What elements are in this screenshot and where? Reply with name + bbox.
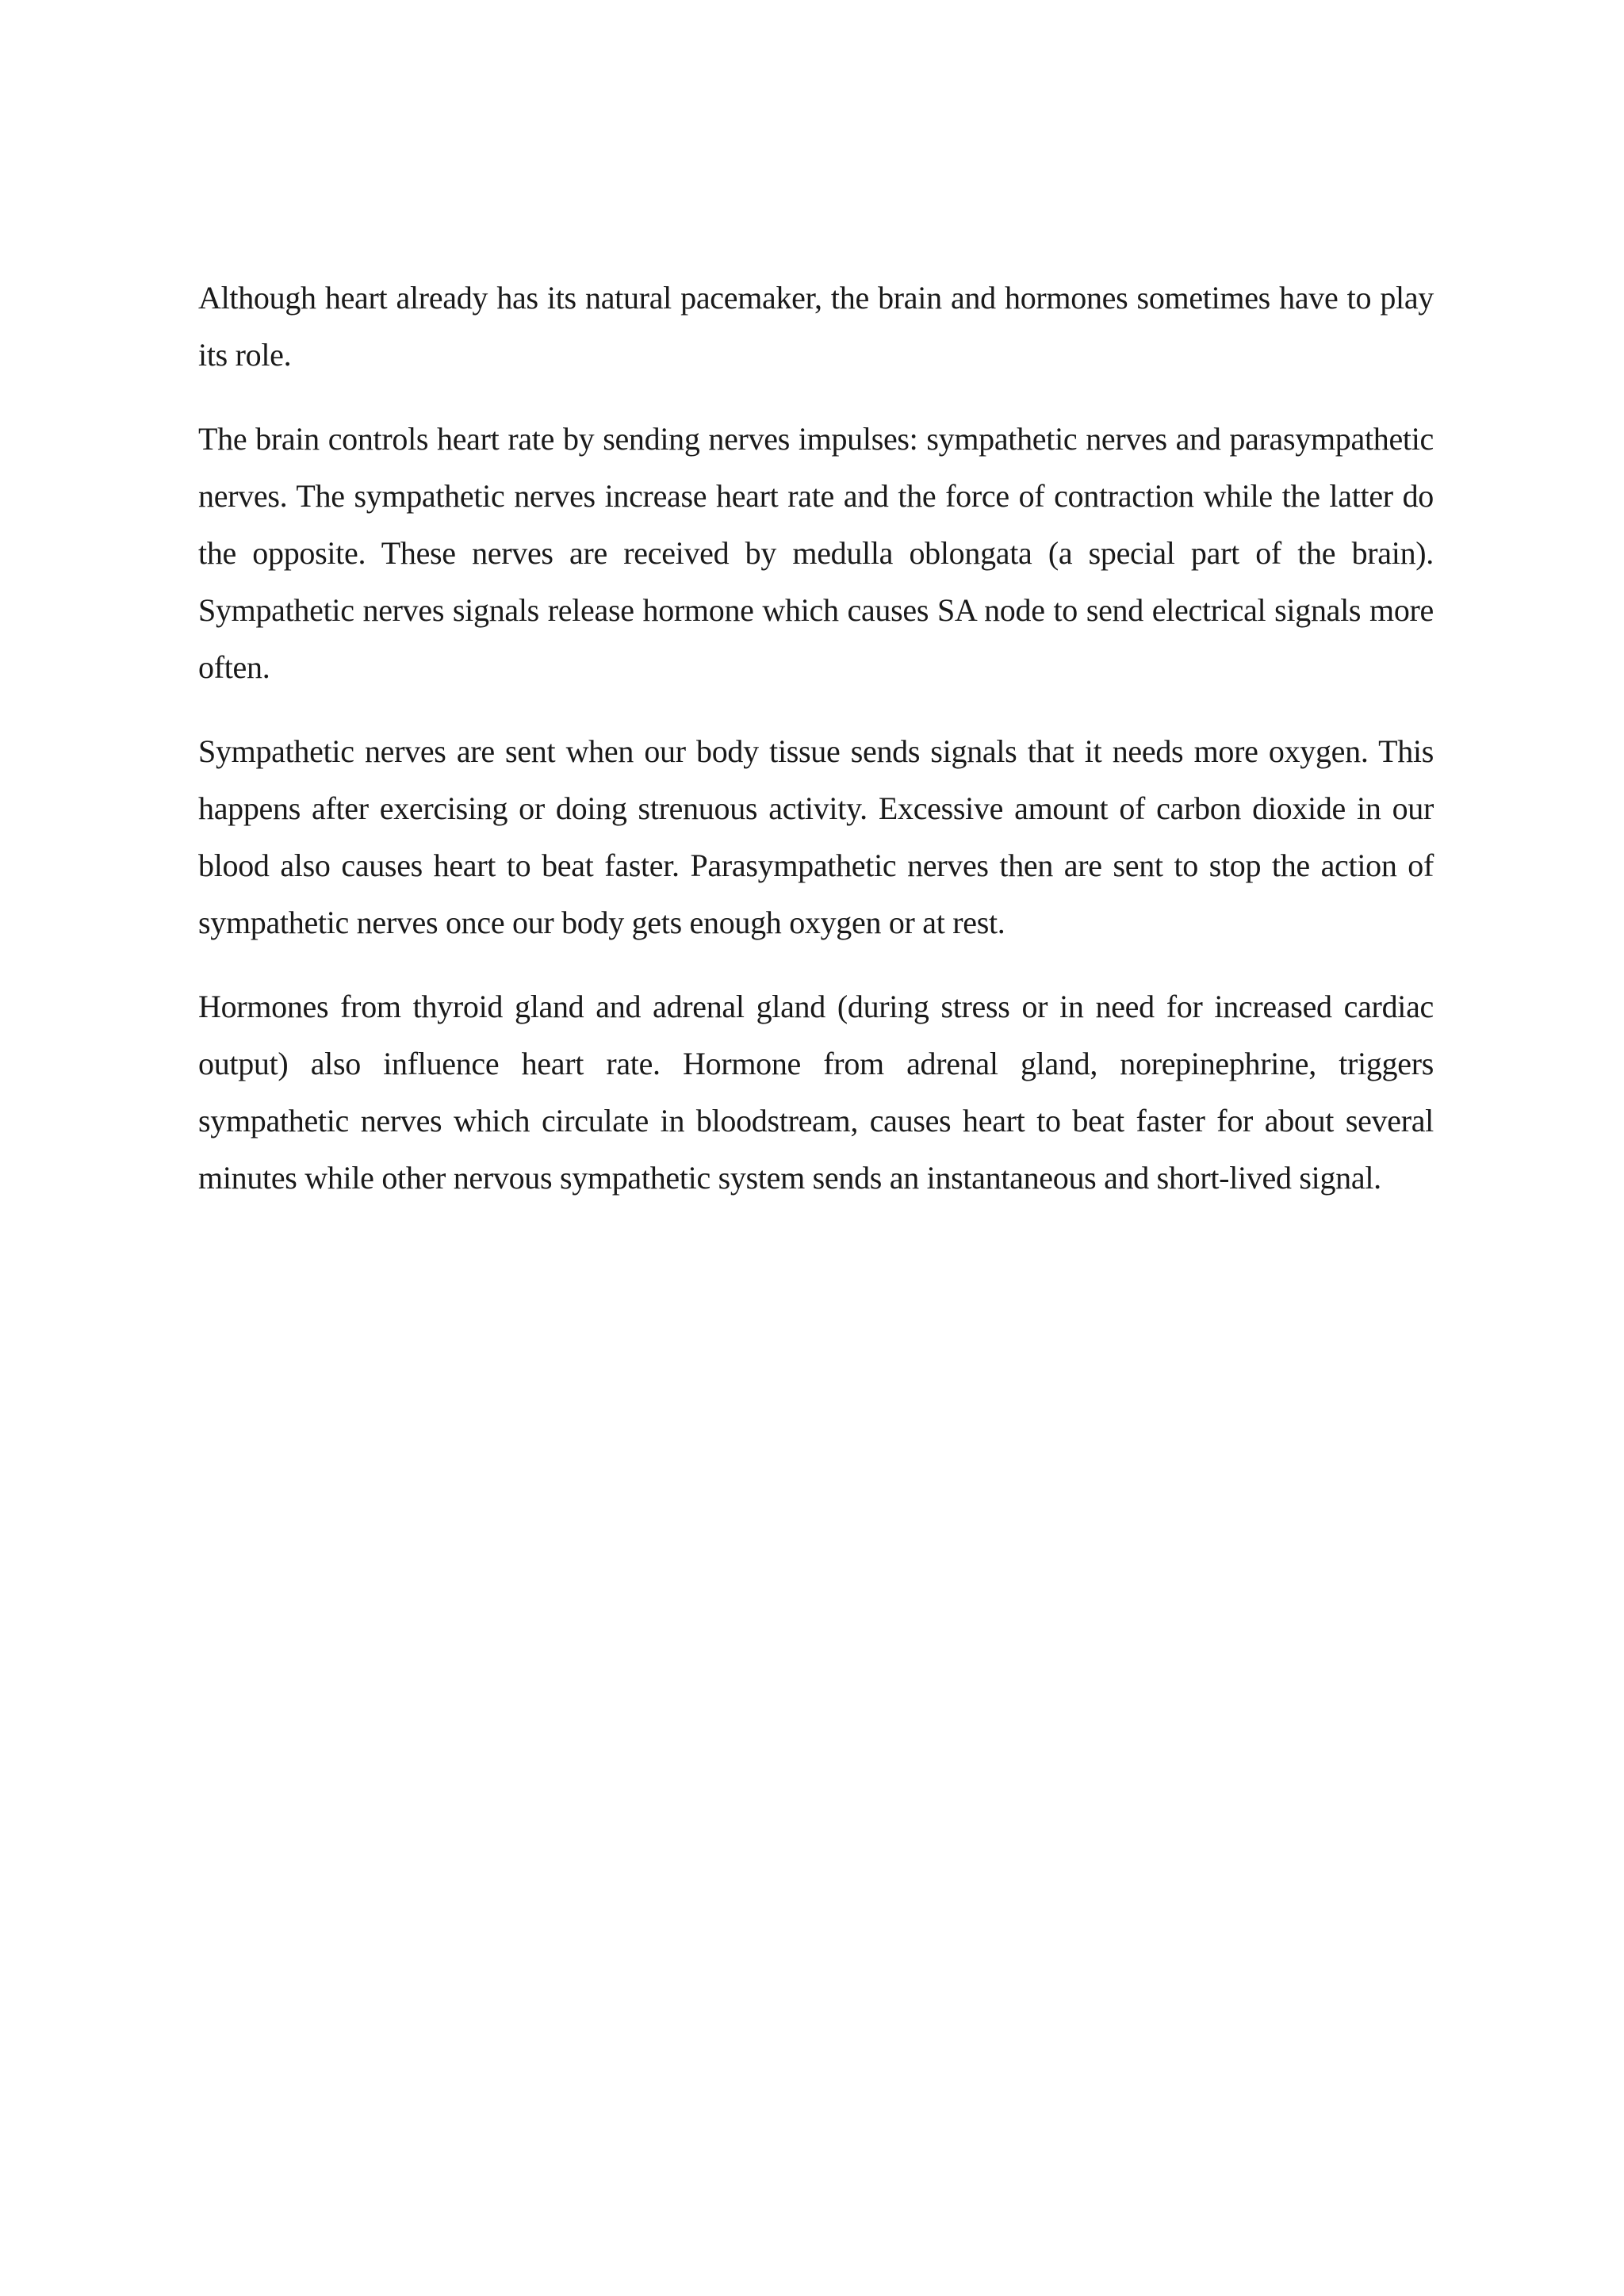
paragraph-brain-control: The brain controls heart rate by sending nerves impulses: sympathetic nerves and parasympathetic nerves. The sympathetic nerves increase heart rate and the force of contraction while the latter do the opposite. These nerves are received by medulla oblongata (a special part of the brain). Sympathetic nerves signals release hormone which causes SA node to send electrical signals more often. (198, 421, 1434, 685)
paragraph-pacemaker: Although heart already has its natural pacemaker, the brain and hormones sometimes have to play its role. (198, 280, 1434, 373)
document-body (198, 270, 1434, 1234)
paragraph-sympathetic-nerves: Sympathetic nerves are sent when our body tissue sends signals that it needs more oxygen. This happens after exercising or doing strenuous activity. Excessive amount of carbon dioxide in our blood also causes heart to beat faster. Parasympathetic nerves then are sent to stop the action of sympathetic nerves once our body gets enough oxygen or at rest. (198, 733, 1434, 940)
paragraph-hormones: Hormones from thyroid gland and adrenal gland (during stress or in need for increased cardiac output) also influence heart rate. Hormone from adrenal gland, norepinephrine, triggers sympathetic nerves which circulate in bloodstream, causes heart to beat faster for about several minutes while other nervous sympathetic system sends an instantaneous and short-lived signal. (198, 989, 1434, 1196)
